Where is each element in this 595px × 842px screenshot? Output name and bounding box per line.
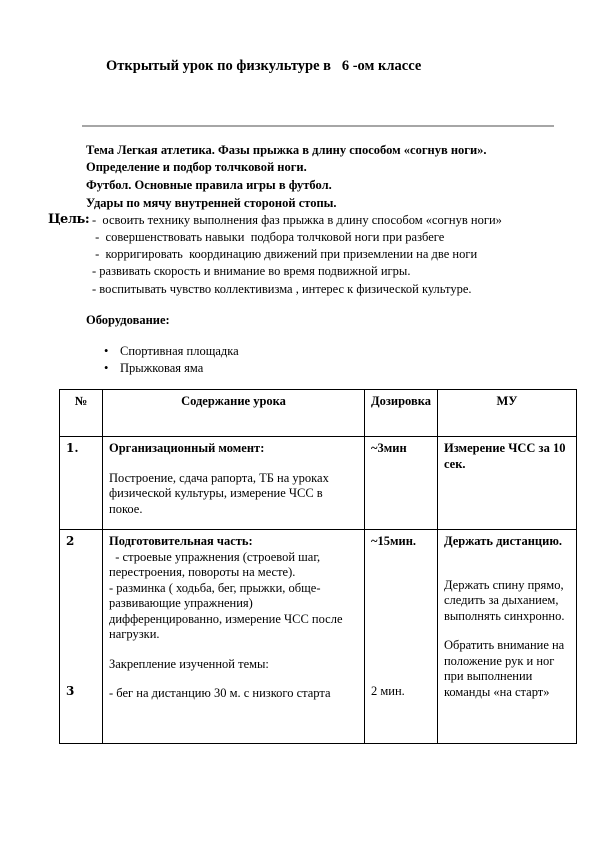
row-content-line: - строевые упражнения (строевой шаг, перестроения, повороты на месте). (109, 549, 324, 579)
horizontal-rule (82, 125, 554, 127)
page-title: Открытый урок по физкультуре в 6 -ом классе (106, 58, 422, 74)
row-content-title: Организационный момент: (109, 441, 265, 455)
row-content-title: Подготовительная часть: (109, 534, 253, 548)
goal-line-5: - воспитывать чувство коллективизма , интерес к физической культуре. (92, 282, 472, 296)
table-row (60, 530, 577, 744)
header-number: № (60, 390, 103, 437)
goal-line-3: - корригировать координацию движений при приземлении на две ноги (92, 247, 478, 261)
topic-line-4: Удары по мячу внутренней стороной стопы. (86, 196, 337, 210)
topic-line-1: Тема Легкая атлетика. Фазы прыжка в длину способом «согнув ноги». (86, 143, 487, 157)
bullet-icon: • (104, 344, 109, 358)
goal-label: Цель: (48, 212, 90, 227)
row-content-subtitle: Закрепление изученной темы: (109, 656, 269, 671)
row-dose-secondary: 2 мин. (371, 684, 405, 698)
topic-line-3: Футбол. Основные правила игры в футбол. (86, 178, 332, 192)
equipment-item (104, 344, 239, 359)
row-dose: ~3мин (365, 437, 438, 530)
lesson-plan-table (59, 389, 577, 744)
row-content-last: - бег на дистанцию 30 м. с низкого старта (109, 686, 331, 700)
row-content-line: - разминка ( ходьба, бег, прыжки, обще-развивающие упражнения) дифференцированно, измерение ЧСС после нагрузки. (109, 580, 343, 641)
row-mu-line: Держать спину прямо, следить за дыханием, выполнять синхронно. (443, 577, 565, 623)
row-number: 2 (66, 534, 75, 548)
goal-line-4: - развивать скорость и внимание во время подвижной игры. (92, 264, 411, 278)
table-row (60, 437, 577, 530)
bullet-icon: • (104, 361, 109, 375)
goal-line-2: - совершенствовать навыки подбора толчковой ноги при разбеге (92, 230, 445, 244)
row-content-text: Построение, сдача рапорта, ТБ на уроках физической культуры, измерение ЧСС в покое. (109, 470, 329, 516)
row-mu-line: Обратить внимание на положение рук и ног при выполнении команды «на старт» (443, 638, 565, 699)
header-mu: МУ (437, 390, 576, 437)
header-content: Содержание урока (103, 390, 365, 437)
equipment-label: Оборудование: (86, 313, 170, 327)
row-mu-title: Держать дистанцию. (443, 534, 563, 548)
row-number: 1. (66, 441, 79, 455)
row-number-secondary: 3 (66, 684, 75, 698)
row-dose: ~15мин. (371, 534, 417, 548)
row-mu: Измерение ЧСС за 10 сек. (437, 437, 576, 530)
table-header-row (60, 390, 577, 437)
header-dose: Дозировка (365, 390, 438, 437)
equipment-item (104, 361, 203, 376)
topic-line-2: Определение и подбор толчковой ноги. (86, 160, 307, 174)
equipment-item-label: Прыжковая яма (120, 361, 204, 375)
equipment-item-label: Спортивная площадка (120, 344, 239, 358)
goal-line-1: - освоить технику выполнения фаз прыжка в длину способом «согнув ноги» (92, 213, 502, 227)
